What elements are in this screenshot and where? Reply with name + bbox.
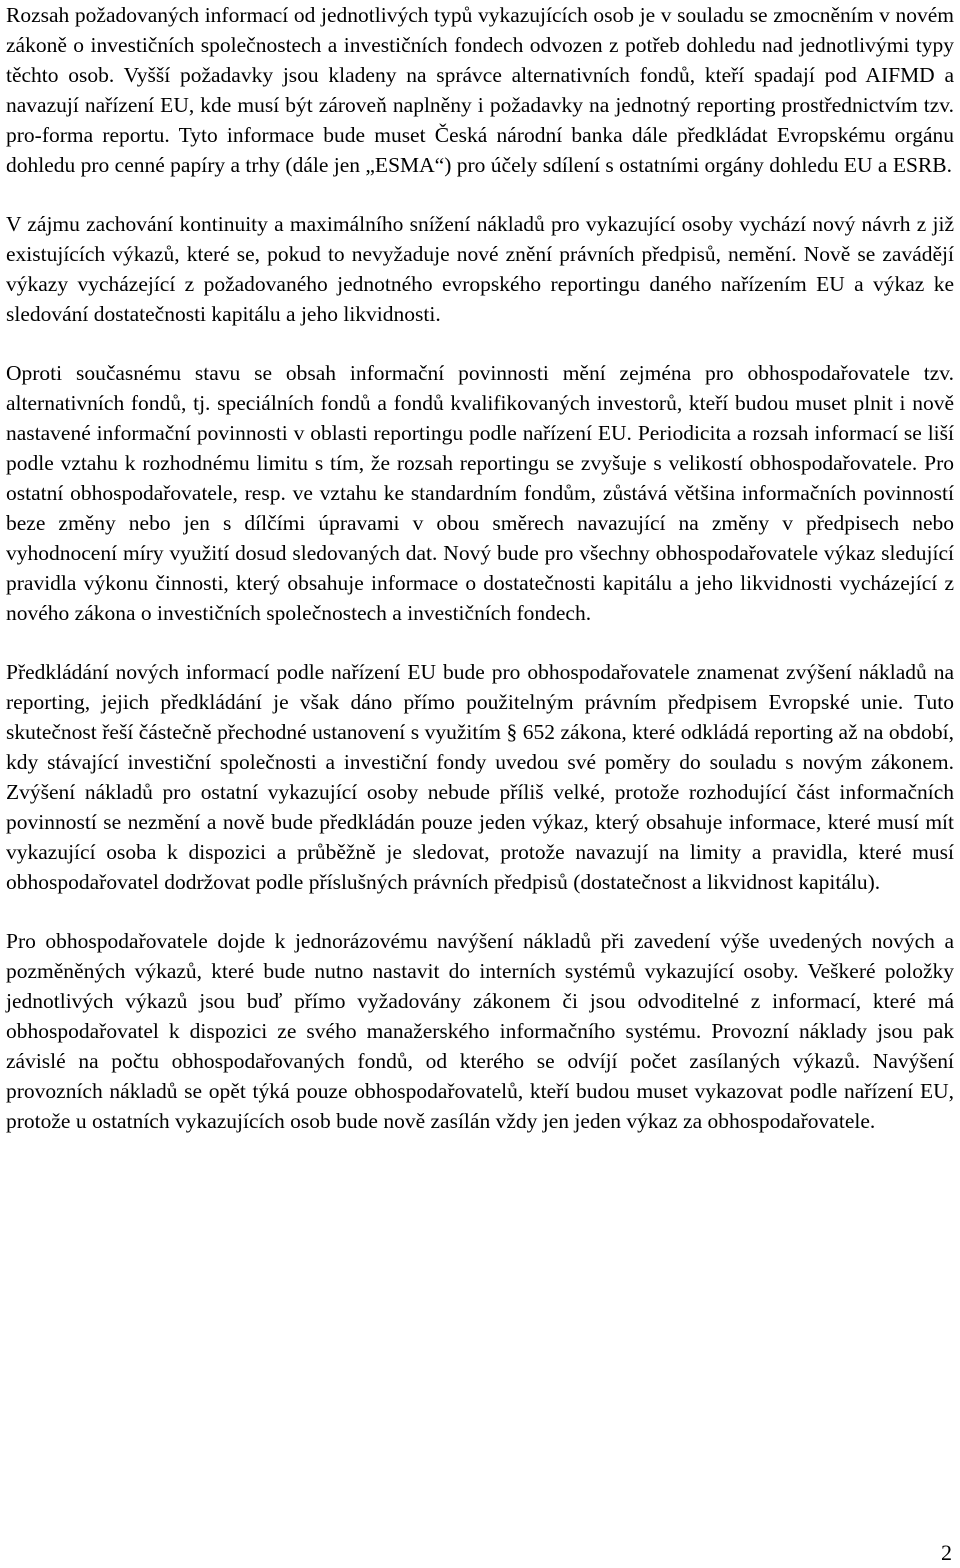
paragraph-4: Předkládání nových informací podle nařízení EU bude pro obhospodařovatele znamenat zvýšení nákladů na reporting, jejich předkládání je však dáno přímo použitelným právním předpisem Evropské unie. Tuto skutečnost řeší částečně přechodné ustanovení s využitím § 652 zákona, které odkládá reporting až na období, kdy stávající investiční společnosti a investiční fondy uvedou své poměry do souladu s novým zákonem. Zvýšení nákladů pro ostatní vykazující osoby nebude příliš velké, protože rozhodující část informačních povinností se nezmění a nově bude předkládán pouze jeden výkaz, který obsahuje informace, které musí mít vykazující osoba k dispozici a průběžně je sledovat, protože navazují na limity a pravidla, které musí obhospodařovatel dodržovat podle příslušných právních předpisů (dostatečnost a likvidnost kapitálu). [6, 660, 954, 894]
paragraph-1: Rozsah požadovaných informací od jednotlivých typů vykazujících osob je v souladu se zmocněním v novém zákoně o investičních společnostech a investičních fondech odvozen z potřeb dohledu nad jednotlivými typy těchto osob. Vyšší požadavky jsou kladeny na správce alternativních fondů, kteří spadají pod AIFMD a navazují nařízení EU, kde musí být zároveň naplněny i požadavky na jednotný reporting prostřednictvím tzv. pro-forma reportu. Tyto informace bude muset Česká národní banka dále předkládat Evropskému orgánu dohledu pro cenné papíry a trhy (dále jen „ESMA“) pro účely sdílení s ostatními orgány dohledu EU a ESRB. [6, 3, 954, 177]
paragraph-5: Pro obhospodařovatele dojde k jednorázovému navýšení nákladů při zavedení výše uvedených nových a pozměněných výkazů, které bude nutno nastavit do interních systémů vykazující osoby. Veškeré položky jednotlivých výkazů jsou buď přímo vyžadovány zákonem či jsou odvoditelné z informací, které má obhospodařovatel k dispozici ze svého manažerského informačního systému. Provozní náklady jsou pak závislé na počtu obhospodařovaných fondů, od kterého se odvíjí počet zasílaných výkazů. Navýšení provozních nákladů se opět týká pouze obhospodařovatelů, kteří budou muset vykazovat podle nařízení EU, protože u ostatních vykazujících osob bude nově zasílán vždy jen jeden výkaz za obhospodařovatele. [6, 929, 954, 1133]
paragraph-2: V zájmu zachování kontinuity a maximálního snížení nákladů pro vykazující osoby vychází nový návrh z již existujících výkazů, které se, pokud to nevyžaduje nové znění právních předpisů, nemění. Nově se zavádějí výkazy vycházející z požadovaného jednotného evropského reportingu daného nařízením EU a výkaz ke sledování dostatečnosti kapitálu a jeho likvidnosti. [6, 212, 954, 326]
page-number: 2 [941, 1540, 952, 1565]
paragraph-3: Oproti současnému stavu se obsah informační povinnosti mění zejména pro obhospodařovatele tzv. alternativních fondů, tj. speciálních fondů a fondů kvalifikovaných investorů, kteří budou muset plnit i nově nastavené informační povinnosti v oblasti reportingu podle nařízení EU. Periodicita a rozsah informací se liší podle vztahu k rozhodnému limitu s tím, že rozsah reportingu se zvyšuje s velikostí obhospodařovatele. Pro ostatní obhospodařovatele, resp. ve vztahu ke standardním fondům, zůstává většina informačních povinností beze změny nebo jen s dílčími úpravami v obou směrech navazující na změny v předpisech nebo vyhodnocení míry využití dosud sledovaných dat. Nový bude pro všechny obhospodařovatele výkaz sledující pravidla výkonu činnosti, který obsahuje informace o dostatečnosti kapitálu a jeho likvidnosti vycházející z nového zákona o investičních společnostech a investičních fondech. [6, 361, 954, 625]
document-page [6, 0, 954, 1165]
